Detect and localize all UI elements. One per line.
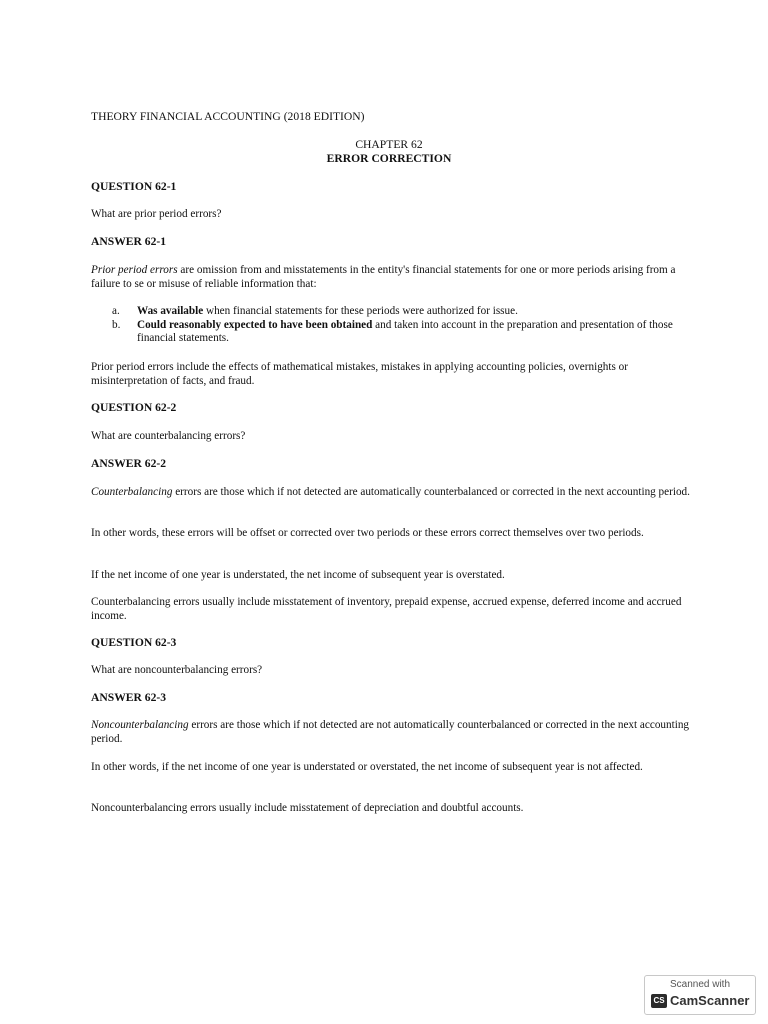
- answer-62-1-label: ANSWER 62-1: [91, 235, 167, 248]
- answer-62-3-definition: errors are those which if not detected are not automatically counterbalanced or corrected in the next accounting period.: [91, 719, 690, 745]
- answer-62-1-paragraph: [91, 264, 691, 291]
- answer-62-1-definition: are omission from and misstatements in the entity's financial statements for one or more periods arising from a failure to se or misuse of reliable information that:: [91, 264, 676, 290]
- term-noncounterbalancing: Noncounterbalancing: [91, 719, 189, 731]
- answer-62-2-paragraph: [91, 486, 691, 500]
- answer-62-2-paragraph-2: In other words, these errors will be offset or corrected over two periods or these errors correct themselves over two periods.: [91, 527, 644, 539]
- list-item: [91, 305, 691, 319]
- question-62-1-text: What are prior period errors?: [91, 208, 222, 220]
- answer-62-3-label: ANSWER 62-3: [91, 691, 167, 704]
- answer-62-2-definition: errors are those which if not detected are automatically counterbalanced or corrected in the next accounting period.: [172, 486, 690, 498]
- term-prior-period-errors: Prior period errors: [91, 264, 178, 276]
- answer-62-2-label: ANSWER 62-2: [91, 457, 167, 470]
- chapter-heading: [0, 138, 768, 166]
- answer-62-2-paragraph-4: Counterbalancing errors usually include misstatement of inventory, prepaid expense, accrued expense, deferred income and accrued income.: [91, 596, 682, 622]
- chapter-number: CHAPTER 62: [355, 138, 423, 151]
- camscanner-logo-icon: CS: [651, 994, 667, 1008]
- scanned-with-text: Scanned with: [669, 979, 731, 990]
- camscanner-brand: CamScanner: [670, 993, 750, 1008]
- answer-62-3-paragraph: [91, 719, 691, 746]
- question-62-3-text: What are noncounterbalancing errors?: [91, 664, 263, 676]
- camscanner-watermark: [644, 975, 756, 1015]
- answer-62-1-list: [91, 305, 691, 346]
- list-item-bold: Was available: [137, 305, 204, 317]
- list-item-bold: Could reasonably expected to have been obtained: [137, 318, 373, 331]
- book-title: THEORY FINANCIAL ACCOUNTING (2018 EDITION): [91, 110, 365, 123]
- question-62-2-text: What are counterbalancing errors?: [91, 430, 246, 442]
- answer-62-3-paragraph-2: In other words, if the net income of one year is understated or overstated, the net income of subsequent year is not affected.: [91, 761, 643, 773]
- question-62-1-label: QUESTION 62-1: [91, 180, 177, 193]
- chapter-title: ERROR CORRECTION: [326, 152, 452, 165]
- question-62-2-label: QUESTION 62-2: [91, 401, 177, 414]
- list-marker: a.: [112, 305, 120, 317]
- list-item: [91, 319, 691, 346]
- term-counterbalancing: Counterbalancing: [91, 486, 173, 498]
- answer-62-2-paragraph-3: If the net income of one year is understated, the net income of subsequent year is overstated.: [91, 569, 505, 581]
- answer-62-1-paragraph-2: Prior period errors include the effects of mathematical mistakes, mistakes in applying accounting policies, overnights or misinterpretation of facts, and fraud.: [91, 361, 628, 387]
- list-marker: b.: [112, 318, 121, 331]
- answer-62-3-paragraph-3: Noncounterbalancing errors usually include misstatement of depreciation and doubtful accounts.: [91, 802, 524, 814]
- list-item-text: and taken into account in the preparation and presentation of those financial statements.: [137, 318, 673, 345]
- list-item-text: when financial statements for these periods were authorized for issue.: [203, 305, 518, 317]
- question-62-3-label: QUESTION 62-3: [91, 636, 177, 649]
